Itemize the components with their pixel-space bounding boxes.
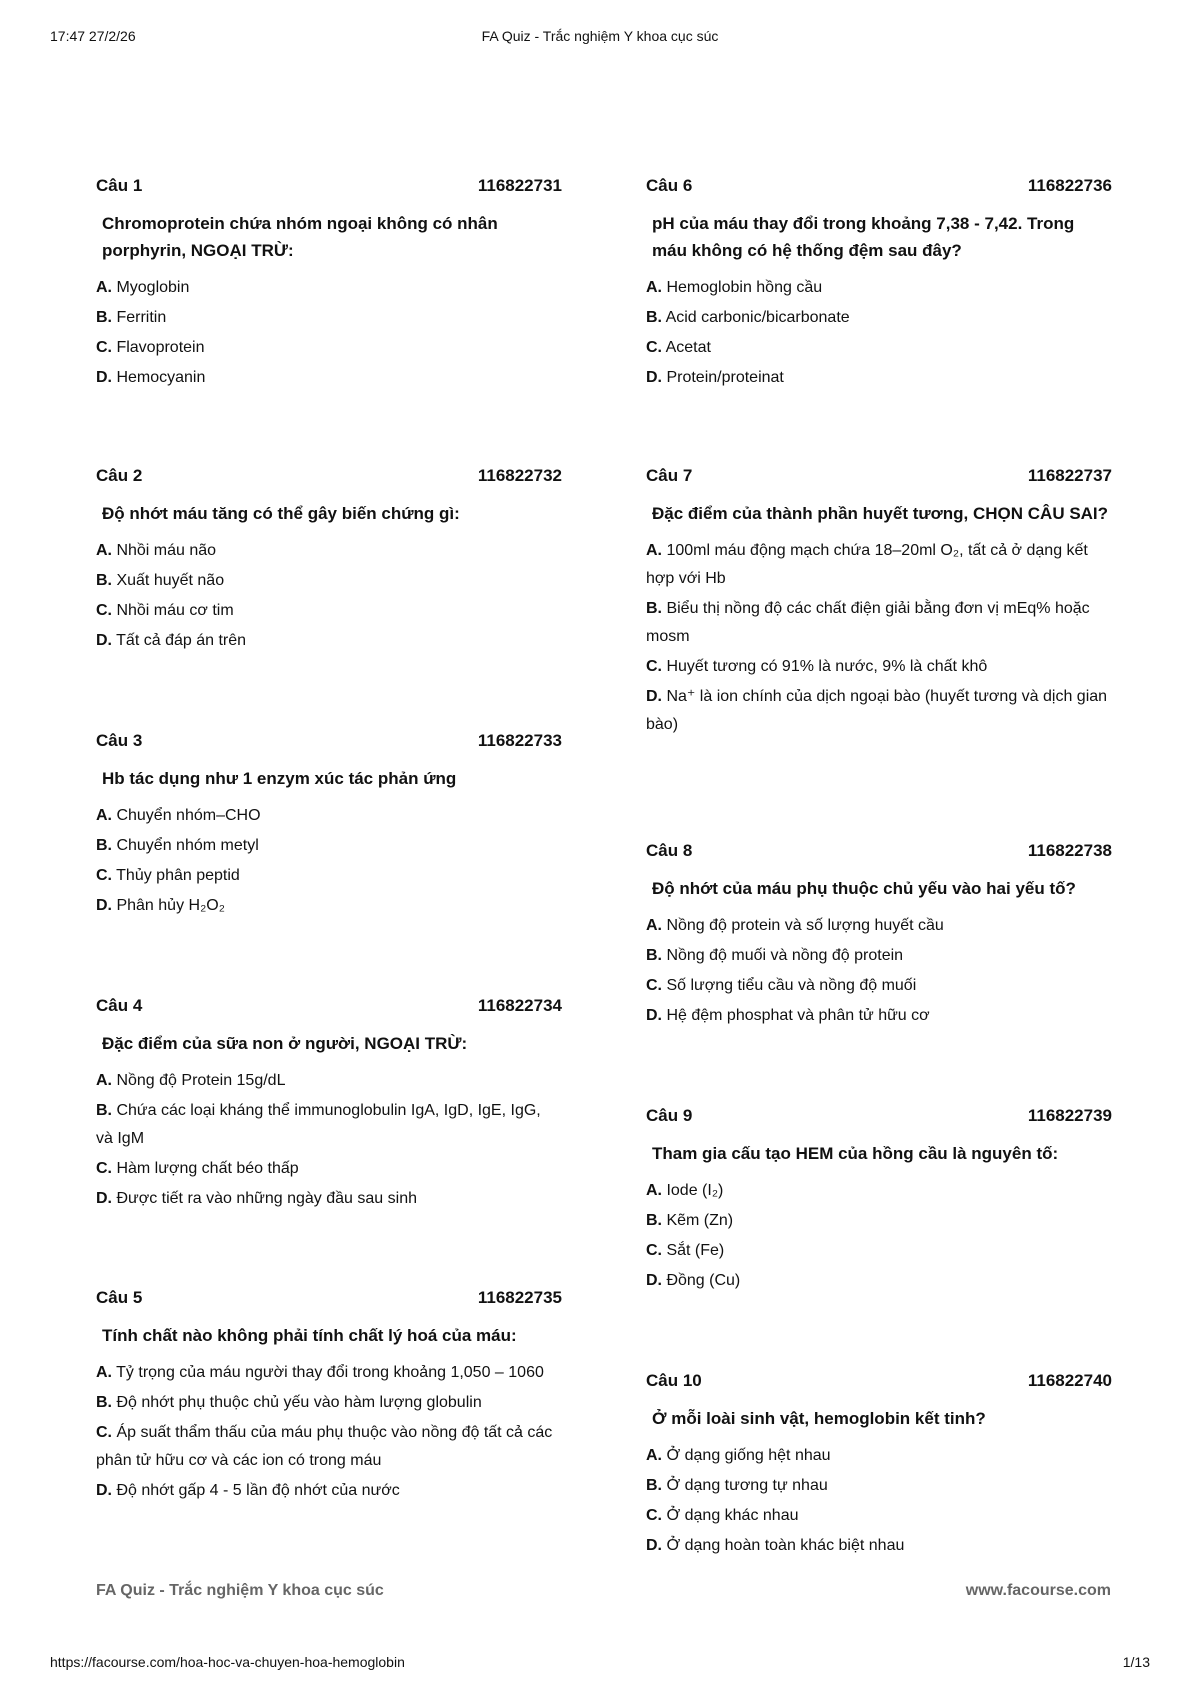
question-id: 116822737: [1027, 466, 1112, 485]
option-a[interactable]: A. Iode (I₂): [646, 1182, 724, 1199]
print-footer: [50, 1654, 1150, 1678]
option-d[interactable]: D. Tất cả đáp án trên: [96, 632, 247, 649]
option-b[interactable]: B. Độ nhớt phụ thuộc chủ yếu vào hàm lượng globulin: [96, 1394, 482, 1411]
option-d[interactable]: D. Đồng (Cu): [646, 1272, 741, 1289]
question-label: Câu 1: [96, 176, 143, 195]
option-b[interactable]: B. Ở dạng tương tự nhau: [646, 1477, 828, 1494]
question-label: Câu 6: [646, 176, 693, 195]
question-7: [646, 466, 1112, 841]
option-d[interactable]: D. Hemocyanin: [96, 369, 206, 386]
question-5: [96, 1288, 562, 1505]
option-b[interactable]: B. Kẽm (Zn): [646, 1212, 734, 1229]
option-c[interactable]: C. Áp suất thẩm thấu của máu phụ thuộc vào nồng độ tất cả các phân tử hữu cơ và các ion có trong máu: [96, 1424, 553, 1469]
question-id: 116822740: [1027, 1371, 1112, 1390]
option-b[interactable]: B. Xuất huyết não: [96, 572, 225, 589]
question-label: Câu 7: [646, 466, 693, 485]
option-c[interactable]: C. Thủy phân peptid: [96, 867, 240, 884]
question-label: Câu 8: [646, 841, 693, 860]
print-url: https://facourse.com/hoa-hoc-va-chuyen-hoa-hemoglobin: [50, 1654, 405, 1670]
option-b[interactable]: B. Ferritin: [96, 309, 167, 326]
question-9: [646, 1106, 1112, 1371]
question-3: [96, 731, 562, 996]
option-a[interactable]: A. Tỷ trọng của máu người thay đổi trong khoảng 1,050 – 1060: [96, 1364, 544, 1381]
question-text: pH của máu thay đổi trong khoảng 7,38 - 7,42. Trong máu không có hệ thống đệm sau đây?: [652, 214, 1075, 260]
question-id: 116822735: [477, 1288, 562, 1307]
option-d[interactable]: D. Na⁺ là ion chính của dịch ngoại bào (huyết tương và dịch gian bào): [646, 688, 1108, 733]
option-c[interactable]: C. Sắt (Fe): [646, 1242, 725, 1259]
print-title: FA Quiz - Trắc nghiệm Y khoa cục súc: [481, 28, 719, 44]
option-d[interactable]: D. Phân hủy H₂O₂: [96, 897, 225, 914]
footer-brand: FA Quiz - Trắc nghiệm Y khoa cục súc: [96, 1582, 384, 1599]
option-c[interactable]: C. Acetat: [646, 339, 711, 356]
question-text: Độ nhớt máu tăng có thể gây biến chứng gì:: [102, 504, 460, 523]
question-text: Độ nhớt của máu phụ thuộc chủ yếu vào hai yếu tố?: [652, 879, 1076, 898]
option-a[interactable]: A. Ở dạng giống hệt nhau: [646, 1447, 831, 1464]
question-id: 116822739: [1027, 1106, 1112, 1125]
question-id: 116822732: [477, 466, 562, 485]
option-c[interactable]: C. Số lượng tiểu cầu và nồng độ muối: [646, 977, 917, 994]
question-1: [96, 176, 562, 466]
question-label: Câu 2: [96, 466, 143, 485]
question-4: [96, 996, 562, 1288]
question-2: [96, 466, 562, 731]
option-c[interactable]: C. Huyết tương có 91% là nước, 9% là chất khô: [646, 658, 988, 675]
option-d[interactable]: D. Protein/proteinat: [646, 369, 784, 386]
option-c[interactable]: C. Flavoprotein: [96, 339, 205, 356]
option-a[interactable]: A. Myoglobin: [96, 279, 190, 296]
option-b[interactable]: B. Chuyển nhóm metyl: [96, 837, 259, 854]
question-id: 116822736: [1027, 176, 1112, 195]
option-b[interactable]: B. Nồng độ muối và nồng độ protein: [646, 947, 904, 964]
option-a[interactable]: A. 100ml máu động mạch chứa 18–20ml O₂, tất cả ở dạng kết hợp với Hb: [646, 542, 1088, 587]
question-label: Câu 4: [96, 996, 143, 1015]
option-a[interactable]: A. Nồng độ protein và số lượng huyết cầu: [646, 917, 944, 934]
right-column: [646, 176, 1112, 1562]
page-number: 1/13: [1122, 1654, 1150, 1670]
option-a[interactable]: A. Nhồi máu não: [96, 542, 217, 559]
question-label: Câu 3: [96, 731, 143, 750]
option-a[interactable]: A. Chuyển nhóm–CHO: [96, 807, 261, 824]
option-a[interactable]: A. Hemoglobin hồng cầu: [646, 279, 823, 296]
option-d[interactable]: D. Độ nhớt gấp 4 - 5 lần độ nhớt của nước: [96, 1482, 400, 1499]
question-text: Tính chất nào không phải tính chất lý hoá của máu:: [102, 1326, 517, 1345]
left-column: [96, 176, 562, 1507]
question-text: Chromoprotein chứa nhóm ngoại không có nhân porphyrin, NGOẠI TRỪ:: [102, 214, 498, 260]
question-label: Câu 9: [646, 1106, 693, 1125]
option-d[interactable]: D. Được tiết ra vào những ngày đầu sau sinh: [96, 1190, 417, 1207]
option-b[interactable]: B. Chứa các loại kháng thể immunoglobulin IgA, IgD, IgE, IgG, và IgM: [96, 1102, 541, 1147]
question-8: [646, 841, 1112, 1106]
option-d[interactable]: D. Ở dạng hoàn toàn khác biệt nhau: [646, 1537, 905, 1554]
question-text: Tham gia cấu tạo HEM của hồng cầu là nguyên tố:: [652, 1144, 1059, 1163]
option-d[interactable]: D. Hệ đệm phosphat và phân tử hữu cơ: [646, 1007, 930, 1024]
option-b[interactable]: B. Acid carbonic/bicarbonate: [646, 309, 850, 326]
question-text: Hb tác dụng như 1 enzym xúc tác phản ứng: [102, 769, 457, 788]
option-c[interactable]: C. Hàm lượng chất béo thấp: [96, 1160, 299, 1177]
question-text: Ở mỗi loài sinh vật, hemoglobin kết tinh?: [652, 1409, 986, 1428]
question-label: Câu 10: [646, 1371, 702, 1390]
option-a[interactable]: A. Nồng độ Protein 15g/dL: [96, 1072, 286, 1089]
question-text: Đặc điểm của thành phần huyết tương, CHỌN CÂU SAI?: [652, 504, 1109, 523]
question-id: 116822734: [477, 996, 562, 1015]
footer-website-link[interactable]: www.facourse.com: [965, 1582, 1111, 1599]
option-c[interactable]: C. Nhồi máu cơ tim: [96, 602, 234, 619]
question-label: Câu 5: [96, 1288, 143, 1307]
question-10: [646, 1371, 1112, 1560]
option-b[interactable]: B. Biểu thị nồng độ các chất điện giải bằng đơn vị mEq% hoặc mosm: [646, 600, 1090, 645]
question-text: Đặc điểm của sữa non ở người, NGOẠI TRỪ:: [102, 1034, 468, 1053]
site-footer: [96, 1582, 1111, 1604]
question-id: 116822738: [1027, 841, 1112, 860]
print-datetime: 17:47 27/2/26: [50, 28, 136, 44]
question-6: [646, 176, 1112, 466]
question-id: 116822731: [477, 176, 562, 195]
option-c[interactable]: C. Ở dạng khác nhau: [646, 1507, 799, 1524]
print-header: [50, 28, 1150, 52]
question-id: 116822733: [477, 731, 562, 750]
